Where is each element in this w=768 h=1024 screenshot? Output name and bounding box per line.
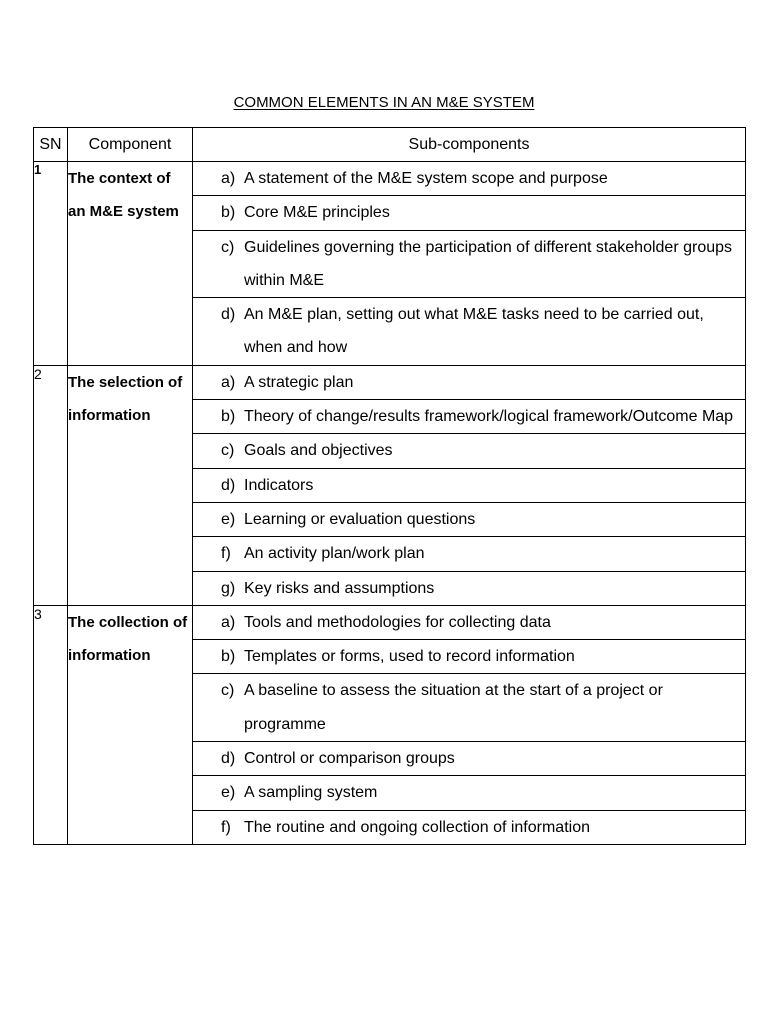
item-text: A baseline to assess the situation at the start of a project or programme — [244, 682, 663, 733]
item-text: Key risks and assumptions — [244, 579, 435, 597]
item-text: Theory of change/results framework/logical framework/Outcome Map — [244, 408, 734, 426]
item-text: Control or comparison groups — [244, 750, 455, 768]
subcomponent-item — [193, 230, 745, 298]
subcomponent-item — [193, 810, 745, 844]
subcomponent-item — [193, 775, 745, 809]
header-component: Component — [68, 128, 193, 162]
subcomponent-item — [193, 606, 745, 639]
item-text: Core M&E principles — [244, 204, 390, 222]
item-text: Indicators — [244, 476, 314, 494]
subcomponent-item — [193, 468, 745, 502]
subcomponent-list — [193, 162, 746, 366]
subcomponent-item — [193, 673, 745, 741]
item-text: Templates or forms, used to record information — [244, 648, 575, 666]
subcomponent-item — [193, 502, 745, 536]
row-sn: 3 — [34, 605, 68, 844]
subcomponent-item — [193, 162, 745, 195]
item-letter: d) — [221, 476, 236, 494]
item-letter: a) — [221, 613, 236, 631]
item-letter: f) — [221, 818, 231, 836]
subcomponent-item — [193, 741, 745, 775]
table-row — [34, 605, 746, 844]
item-letter: c) — [221, 238, 235, 256]
item-letter: d) — [221, 306, 236, 324]
item-letter: e) — [221, 784, 236, 802]
table-row — [34, 365, 746, 605]
item-letter: f) — [221, 545, 231, 563]
subcomponent-item — [193, 195, 745, 229]
item-letter: a) — [221, 170, 236, 187]
item-text: An M&E plan, setting out what M&E tasks need to be carried out, when and how — [244, 306, 704, 357]
subcomponent-item — [193, 433, 745, 467]
item-text: An activity plan/work plan — [244, 545, 425, 563]
item-letter: g) — [221, 579, 236, 597]
subcomponent-list — [193, 605, 746, 844]
subcomponent-item — [193, 366, 745, 399]
row-component: The context of an M&E system — [68, 162, 193, 366]
subcomponent-item — [193, 297, 745, 365]
table-header-row — [34, 128, 746, 162]
row-component: The selection of information — [68, 365, 193, 605]
item-text: Goals and objectives — [244, 442, 393, 460]
row-sn: 2 — [34, 365, 68, 605]
subcomponent-item — [193, 639, 745, 673]
elements-table — [33, 127, 746, 845]
item-letter: b) — [221, 648, 236, 666]
subcomponent-list — [193, 365, 746, 605]
table-row — [34, 162, 746, 366]
row-sn: 1 — [34, 162, 68, 366]
item-text: A strategic plan — [244, 373, 354, 391]
item-text: The routine and ongoing collection of information — [244, 818, 590, 836]
item-text: A statement of the M&E system scope and purpose — [244, 170, 608, 187]
item-letter: c) — [221, 682, 235, 700]
subcomponent-item — [193, 536, 745, 570]
item-letter: b) — [221, 408, 236, 426]
item-text: Learning or evaluation questions — [244, 510, 476, 528]
item-letter: d) — [221, 750, 236, 768]
row-component: The collection of information — [68, 605, 193, 844]
item-text: Tools and methodologies for collecting data — [244, 613, 551, 631]
item-text: A sampling system — [244, 784, 378, 802]
subcomponent-item — [193, 399, 745, 433]
header-subcomponents: Sub-components — [193, 128, 746, 162]
item-letter: e) — [221, 510, 236, 528]
page-title: COMMON ELEMENTS IN AN M&E SYSTEM — [233, 94, 535, 111]
item-letter: a) — [221, 373, 236, 391]
subcomponent-item — [193, 571, 745, 605]
item-letter: b) — [221, 204, 236, 222]
item-text: Guidelines governing the participation of different stakeholder groups within M&E — [244, 238, 733, 289]
item-letter: c) — [221, 442, 235, 460]
header-sn: SN — [34, 128, 68, 162]
